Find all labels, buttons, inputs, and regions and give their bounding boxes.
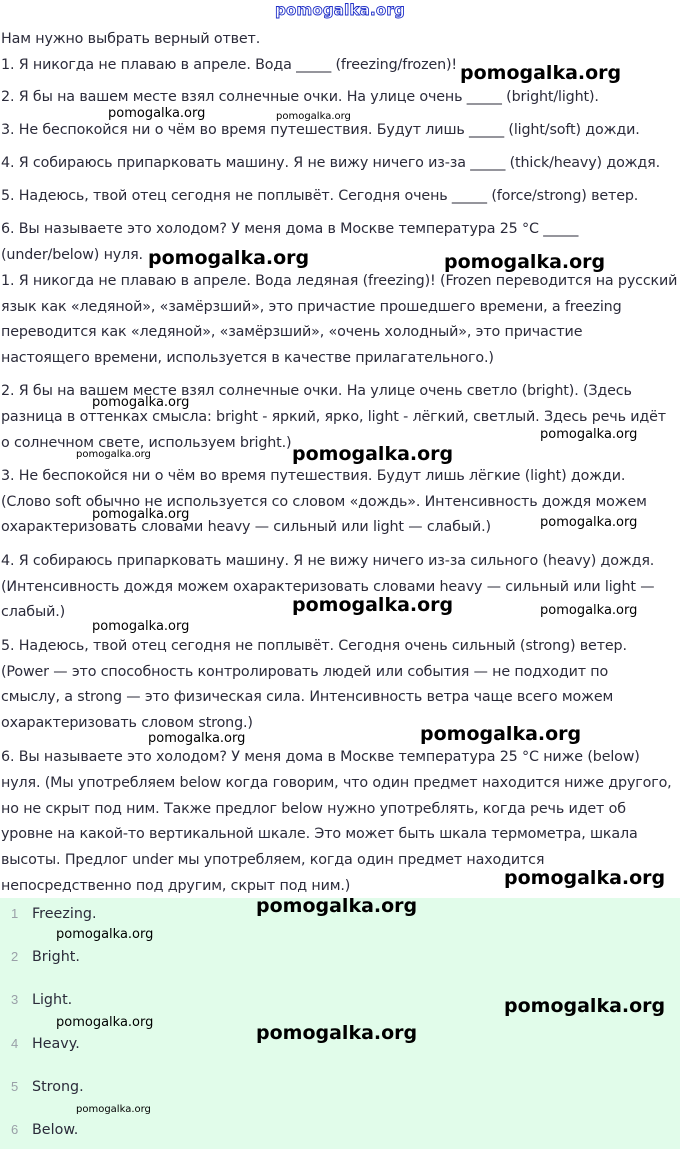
- exercise-line-5: 5. Надеюсь, твой отец сегодня не поплывёт. Сегодня очень _____ (force/strong) ветер.: [1, 188, 639, 204]
- watermark: pomogalka.org: [540, 427, 638, 442]
- explanation-6-line-2: нуля. (Мы употребляем below когда говорим, что один предмет находится ниже другого,: [1, 775, 672, 791]
- explanation-2-line-1: 2. Я бы на вашем месте взял солнечные очки. На улице очень светло (bright). (Здесь: [1, 383, 632, 399]
- watermark: pomogalka.org: [276, 111, 351, 122]
- explanation-3-line-3: охарактеризовать словами heavy — сильный или light — слабый.): [1, 519, 491, 535]
- watermark: pomogalka.org: [148, 731, 246, 746]
- answer-text: Below.: [32, 1122, 79, 1138]
- explanation-1-line-3: переводится как «ледяной», «замёрзший», «очень холодный», это причастие: [1, 324, 583, 340]
- answer-number: 3: [11, 992, 19, 1007]
- watermark: pomogalka.org: [292, 443, 454, 465]
- explanation-2-line-2: разница в оттенках смысла: bright - яркий, ярко, light - лёгкий, светлый. Здесь речь идёт: [1, 409, 666, 425]
- exercise-line-6a: 6. Вы называете это холодом? У меня дома в Москве температура 25 °С _____: [1, 221, 579, 237]
- answer-text: Light.: [32, 992, 73, 1008]
- explanation-4-line-2: (Интенсивность дождя можем охарактеризовать словами heavy — сильный или light —: [1, 579, 655, 595]
- answer-text: Freezing.: [32, 906, 97, 922]
- watermark: pomogalka.org: [504, 995, 666, 1017]
- answer-item: [0, 1122, 680, 1144]
- watermark: pomogalka.org: [256, 1022, 418, 1044]
- exercise-line-6b: (under/below) нуля.: [1, 247, 143, 263]
- watermark: pomogalka.org: [420, 723, 582, 745]
- watermark: pomogalka.org: [108, 106, 206, 121]
- explanation-4-line-1: 4. Я собираюсь припарковать машину. Я не вижу ничего из-за сильного (heavy) дождя.: [1, 553, 655, 569]
- answer-item: [0, 1079, 680, 1101]
- watermark: pomogalka.org: [148, 247, 310, 269]
- watermark: pomogalka.org: [56, 1015, 154, 1030]
- answer-text: Heavy.: [32, 1036, 80, 1052]
- watermark: pomogalka.org: [56, 927, 154, 942]
- answer-text: Strong.: [32, 1079, 84, 1095]
- watermark: pomogalka.org: [292, 594, 454, 616]
- watermark: pomogalka.org: [444, 251, 606, 273]
- explanation-4-line-3: слабый.): [1, 604, 66, 620]
- exercise-line-1: 1. Я никогда не плаваю в апреле. Вода _____ (freezing/frozen)!: [1, 57, 458, 73]
- exercise-line-3: 3. Не беспокойся ни о чём во время путешествия. Будут лишь _____ (light/soft) дожди.: [1, 122, 640, 138]
- watermark: pomogalka.org: [92, 619, 190, 634]
- watermark: pomogalka.org: [540, 515, 638, 530]
- exercise-line-2: 2. Я бы на вашем месте взял солнечные очки. На улице очень _____ (bright/light).: [1, 89, 599, 105]
- explanation-2-line-3: о солнечном свете, используем bright.): [1, 435, 292, 451]
- explanation-5-line-3: смыслу, а strong — это физическая сила. Интенсивность ветра чаще всего можем: [1, 689, 614, 705]
- answer-number: 4: [11, 1036, 19, 1051]
- answer-item: [0, 949, 680, 971]
- explanation-5-line-1: 5. Надеюсь, твой отец сегодня не поплывёт. Сегодня очень сильный (strong) ветер.: [1, 638, 627, 654]
- explanation-1-line-4: настоящего времени, используется в качестве прилагательного.): [1, 350, 494, 366]
- explanation-6-line-6: непосредственно под другим, скрыт под ним.): [1, 878, 351, 894]
- watermark: pomogalka.org: [504, 867, 666, 889]
- watermark: pomogalka.org: [256, 895, 418, 917]
- answer-text: Bright.: [32, 949, 80, 965]
- site-logo[interactable]: pomogalka.org: [275, 1, 405, 19]
- explanation-6-line-1: 6. Вы называете это холодом? У меня дома в Москве температура 25 °С ниже (below): [1, 749, 640, 765]
- explanation-6-line-3: но не скрыт под ним. Также предлог below нужно употреблять, когда речь идет об: [1, 801, 626, 817]
- answer-number: 2: [11, 949, 19, 964]
- explanation-6-line-5: высоты. Предлог under мы употребляем, когда один предмет находится: [1, 852, 545, 868]
- intro-line: Нам нужно выбрать верный ответ.: [1, 31, 261, 47]
- watermark: pomogalka.org: [76, 449, 151, 460]
- watermark: pomogalka.org: [92, 395, 190, 410]
- watermark: pomogalka.org: [92, 507, 190, 522]
- watermark: pomogalka.org: [540, 603, 638, 618]
- explanation-1-line-1: 1. Я никогда не плаваю в апреле. Вода ледяная (freezing)! (Frozen переводится на русский: [1, 273, 678, 289]
- answer-number: 6: [11, 1122, 19, 1137]
- explanation-3-line-1: 3. Не беспокойся ни о чём во время путешествия. Будут лишь лёгкие (light) дожди.: [1, 468, 626, 484]
- exercise-line-4: 4. Я собираюсь припарковать машину. Я не вижу ничего из-за _____ (thick/heavy) дождя.: [1, 155, 660, 171]
- answer-number: 5: [11, 1079, 19, 1094]
- answer-number: 1: [11, 906, 19, 921]
- explanation-5-line-4: охарактеризовать словом strong.): [1, 715, 253, 731]
- explanation-3-line-2: (Слово soft обычно не используется со словом «дождь». Интенсивность дождя можем: [1, 494, 647, 510]
- watermark: pomogalka.org: [460, 62, 622, 84]
- explanation-6-line-4: уровне на какой-то вертикальной шкале. Это может быть шкала термометра, шкала: [1, 826, 638, 842]
- watermark: pomogalka.org: [76, 1104, 151, 1115]
- explanation-5-line-2: (Power — это способность контролировать людей или события — не подходит по: [1, 664, 609, 680]
- explanation-1-line-2: язык как «ледяной», «замёрзший», это причастие прошедшего времени, а freezing: [1, 299, 622, 315]
